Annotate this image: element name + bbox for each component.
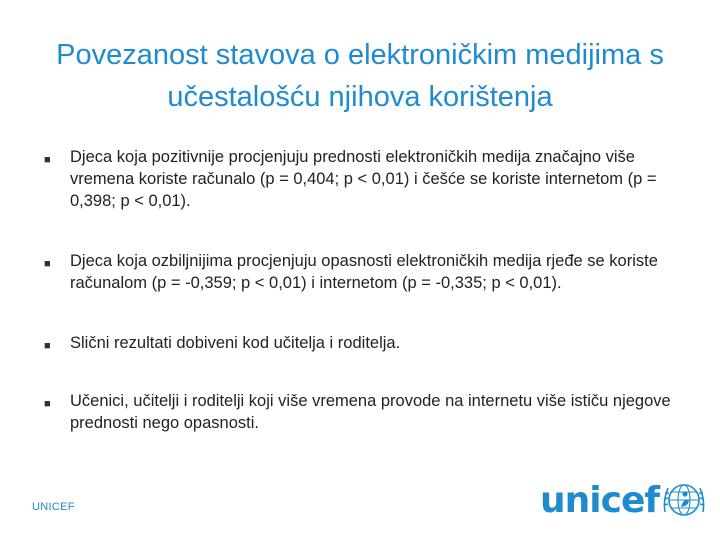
bullet-item [44, 390, 694, 434]
slide-title: Povezanost stavova o elektroničkim medijima s učestalošću njihova korištenja [56, 39, 664, 113]
bullet-item [44, 250, 694, 294]
bullet-marker: ■ [44, 154, 51, 166]
logo-wordmark: unicef [540, 479, 660, 521]
bullet-item [44, 146, 694, 212]
bullet-text: Djeca koja pozitivnije procjenjuju prednosti elektroničkih medija značajno više vremena koriste računalo (p = 0,404; p < 0,01) i češće se koriste internetom (p = 0,398; p < 0,01). [70, 148, 657, 210]
bullet-text: Učenici, učitelji i roditelji koji više vremena provode na internetu više ističu njegove prednosti nego opasnosti. [70, 392, 671, 432]
unicef-emblem-icon [661, 477, 707, 523]
bullet-marker: ■ [44, 398, 51, 410]
bullet-text: Slični rezultati dobiveni kod učitelja i roditelja. [70, 334, 401, 352]
footer-org-label: UNICEF [32, 501, 75, 513]
bullet-marker: ■ [44, 258, 51, 270]
bullet-text: Djeca koja ozbiljnijima procjenjuju opasnosti elektroničkih medija rjeđe se koriste računalom (p = -0,359; p < 0,01) i internetom (p = -0,335; p < 0,01). [70, 252, 658, 292]
bullet-marker: ■ [44, 340, 51, 352]
unicef-logo [540, 475, 710, 525]
bullet-item [44, 332, 694, 357]
